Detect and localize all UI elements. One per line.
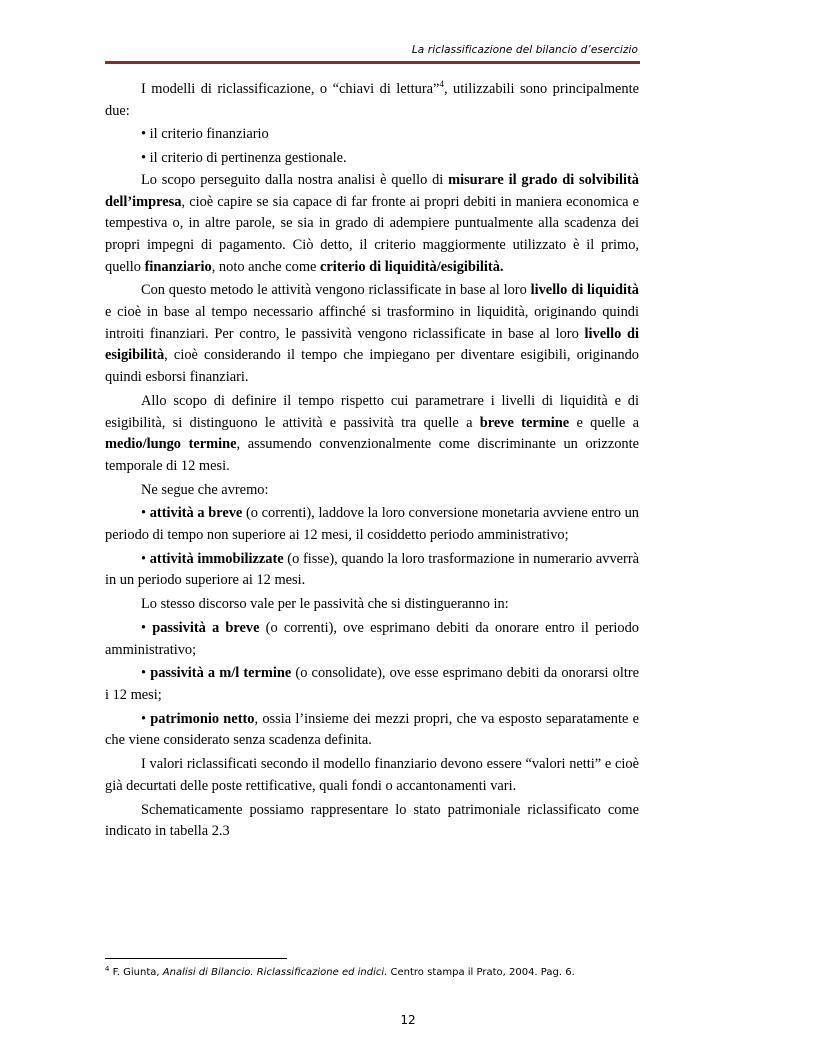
bold-run: finanziario	[144, 258, 212, 275]
text-run: , cioè considerando il tempo che impiegano per diventare esigibili, originando quindi esborsi finanziari.	[105, 347, 639, 386]
bullet-criterio-pertinenza: • il criterio di pertinenza gestionale.	[141, 150, 347, 167]
paragraph-scopo	[105, 170, 639, 279]
text-run: (o correnti), laddove la loro conversione monetaria avviene entro un periodo di tempo non superiore ai 12 mesi, il cosiddetto periodo amministrativo;	[105, 505, 639, 544]
text-run: Con questo metodo le attività vengono riclassificate in base al loro	[141, 282, 531, 299]
body-text	[105, 79, 639, 843]
text-run: , utilizzabili sono principalmente due:	[105, 81, 639, 119]
bold-run: breve termine	[479, 414, 570, 431]
footnote	[105, 966, 639, 980]
text-run: , assumendo convenzionalmente come discriminante un orizzonte temporale di 12 mesi.	[105, 436, 639, 474]
paragraph-intro	[105, 79, 639, 122]
bullet-patrimonio-netto	[105, 709, 639, 752]
bold-run: patrimonio netto	[150, 710, 255, 727]
text-run: Lo scopo perseguito dalla nostra analisi è quello di	[141, 171, 449, 188]
text-run: , noto anche come	[211, 258, 321, 275]
footnote-rule	[105, 958, 287, 959]
bold-run: livello di esigibilità	[105, 325, 639, 364]
footnote-number: 4	[105, 965, 110, 973]
text-run: , cioè capire se sia capace di far fronte ai propri debiti in maniera economica e tempestiva o, in altre parole, se sia in grado di adempiere puntualmente alla scadenza dei propri impegni di pagamento. Ciò detto, il criterio maggiormente utilizzato è il primo, quello	[105, 193, 639, 275]
bullet-mark: •	[141, 550, 150, 567]
paragraph-metodo	[105, 280, 639, 389]
paragraph-passivita: Lo stesso discorso vale per le passività che si distingueranno in:	[141, 596, 509, 613]
bold-run: passività a m/l termine	[150, 665, 292, 682]
paragraph-schema: Schematicamente possiamo rappresentare lo stato patrimoniale riclassificato come indicato in tabella 2.3	[105, 801, 639, 840]
bullet-mark: •	[141, 665, 151, 682]
paragraph-ne-segue: Ne segue che avremo:	[141, 481, 269, 498]
bullet-passivita-ml	[105, 663, 639, 706]
running-header: La riclassificazione del bilancio d’esercizio	[411, 44, 638, 56]
bullet-attivita-immobilizzate	[105, 549, 639, 592]
text-run: Allo scopo di definire il tempo rispetto cui parametrare i livelli di liquidità e di esigibilità, si distinguono le attività e passività tra quelle a	[105, 392, 639, 431]
text-run: (o correnti), ove esprimano debiti da onorare entro il periodo amministrativo;	[105, 619, 639, 658]
footnote-ref[interactable]: 4	[439, 79, 444, 89]
bold-run: misurare il grado di solvibilità dell’impresa	[105, 171, 639, 210]
paragraph-tempo	[105, 391, 639, 478]
footnote-author: F. Giunta,	[109, 967, 163, 978]
text-run: (o fisse), quando la loro trasformazione in numerario avverrà in un periodo superiore ai 12 mesi.	[105, 550, 639, 589]
bullet-mark: •	[141, 619, 153, 636]
footnote-title: Analisi di Bilancio. Riclassificazione ed indici.	[162, 967, 388, 978]
bold-run: attività immobilizzate	[149, 550, 284, 567]
page-number: 12	[400, 1013, 416, 1027]
bold-run: passività a breve	[152, 619, 260, 636]
text-run: , ossia l’insieme dei mezzi propri, che va esposto separatamente e che viene considerato senza scadenza definita.	[105, 710, 640, 749]
bullet-mark: •	[141, 710, 151, 727]
text-run: I modelli di riclassificazione, o “chiavi di lettura”	[141, 81, 440, 97]
bold-run: attività a breve	[149, 505, 243, 522]
bullet-criterio-finanziario: • il criterio finanziario	[141, 126, 269, 143]
text-run: e quelle a	[569, 414, 639, 431]
bullet-mark: •	[141, 505, 150, 522]
bold-run: medio/lungo termine	[105, 436, 237, 453]
bold-run: criterio di liquidità/esigibilità.	[320, 258, 504, 275]
bold-run: livello di liquidità	[530, 282, 639, 299]
text-run: (o consolidate), ove esse esprimano debiti da onorarsi oltre i 12 mesi;	[105, 665, 640, 703]
bullet-attivita-breve	[105, 503, 639, 546]
text-run: e cioè in base al tempo necessario affinché si trasformino in liquidità, originando quindi introiti finanziari. Per contro, le passività vengono riclassificate in base al loro	[105, 304, 639, 342]
footnote-publisher: Centro stampa il Prato, 2004. Pag. 6.	[387, 967, 575, 978]
bullet-passivita-breve	[105, 618, 639, 661]
paragraph-valori-netti: I valori riclassificati secondo il modello finanziario devono essere “valori netti” e cioè già decurtati delle poste rettificative, quali fondi o accantonamenti vari.	[105, 756, 639, 794]
header-rule	[105, 61, 640, 64]
